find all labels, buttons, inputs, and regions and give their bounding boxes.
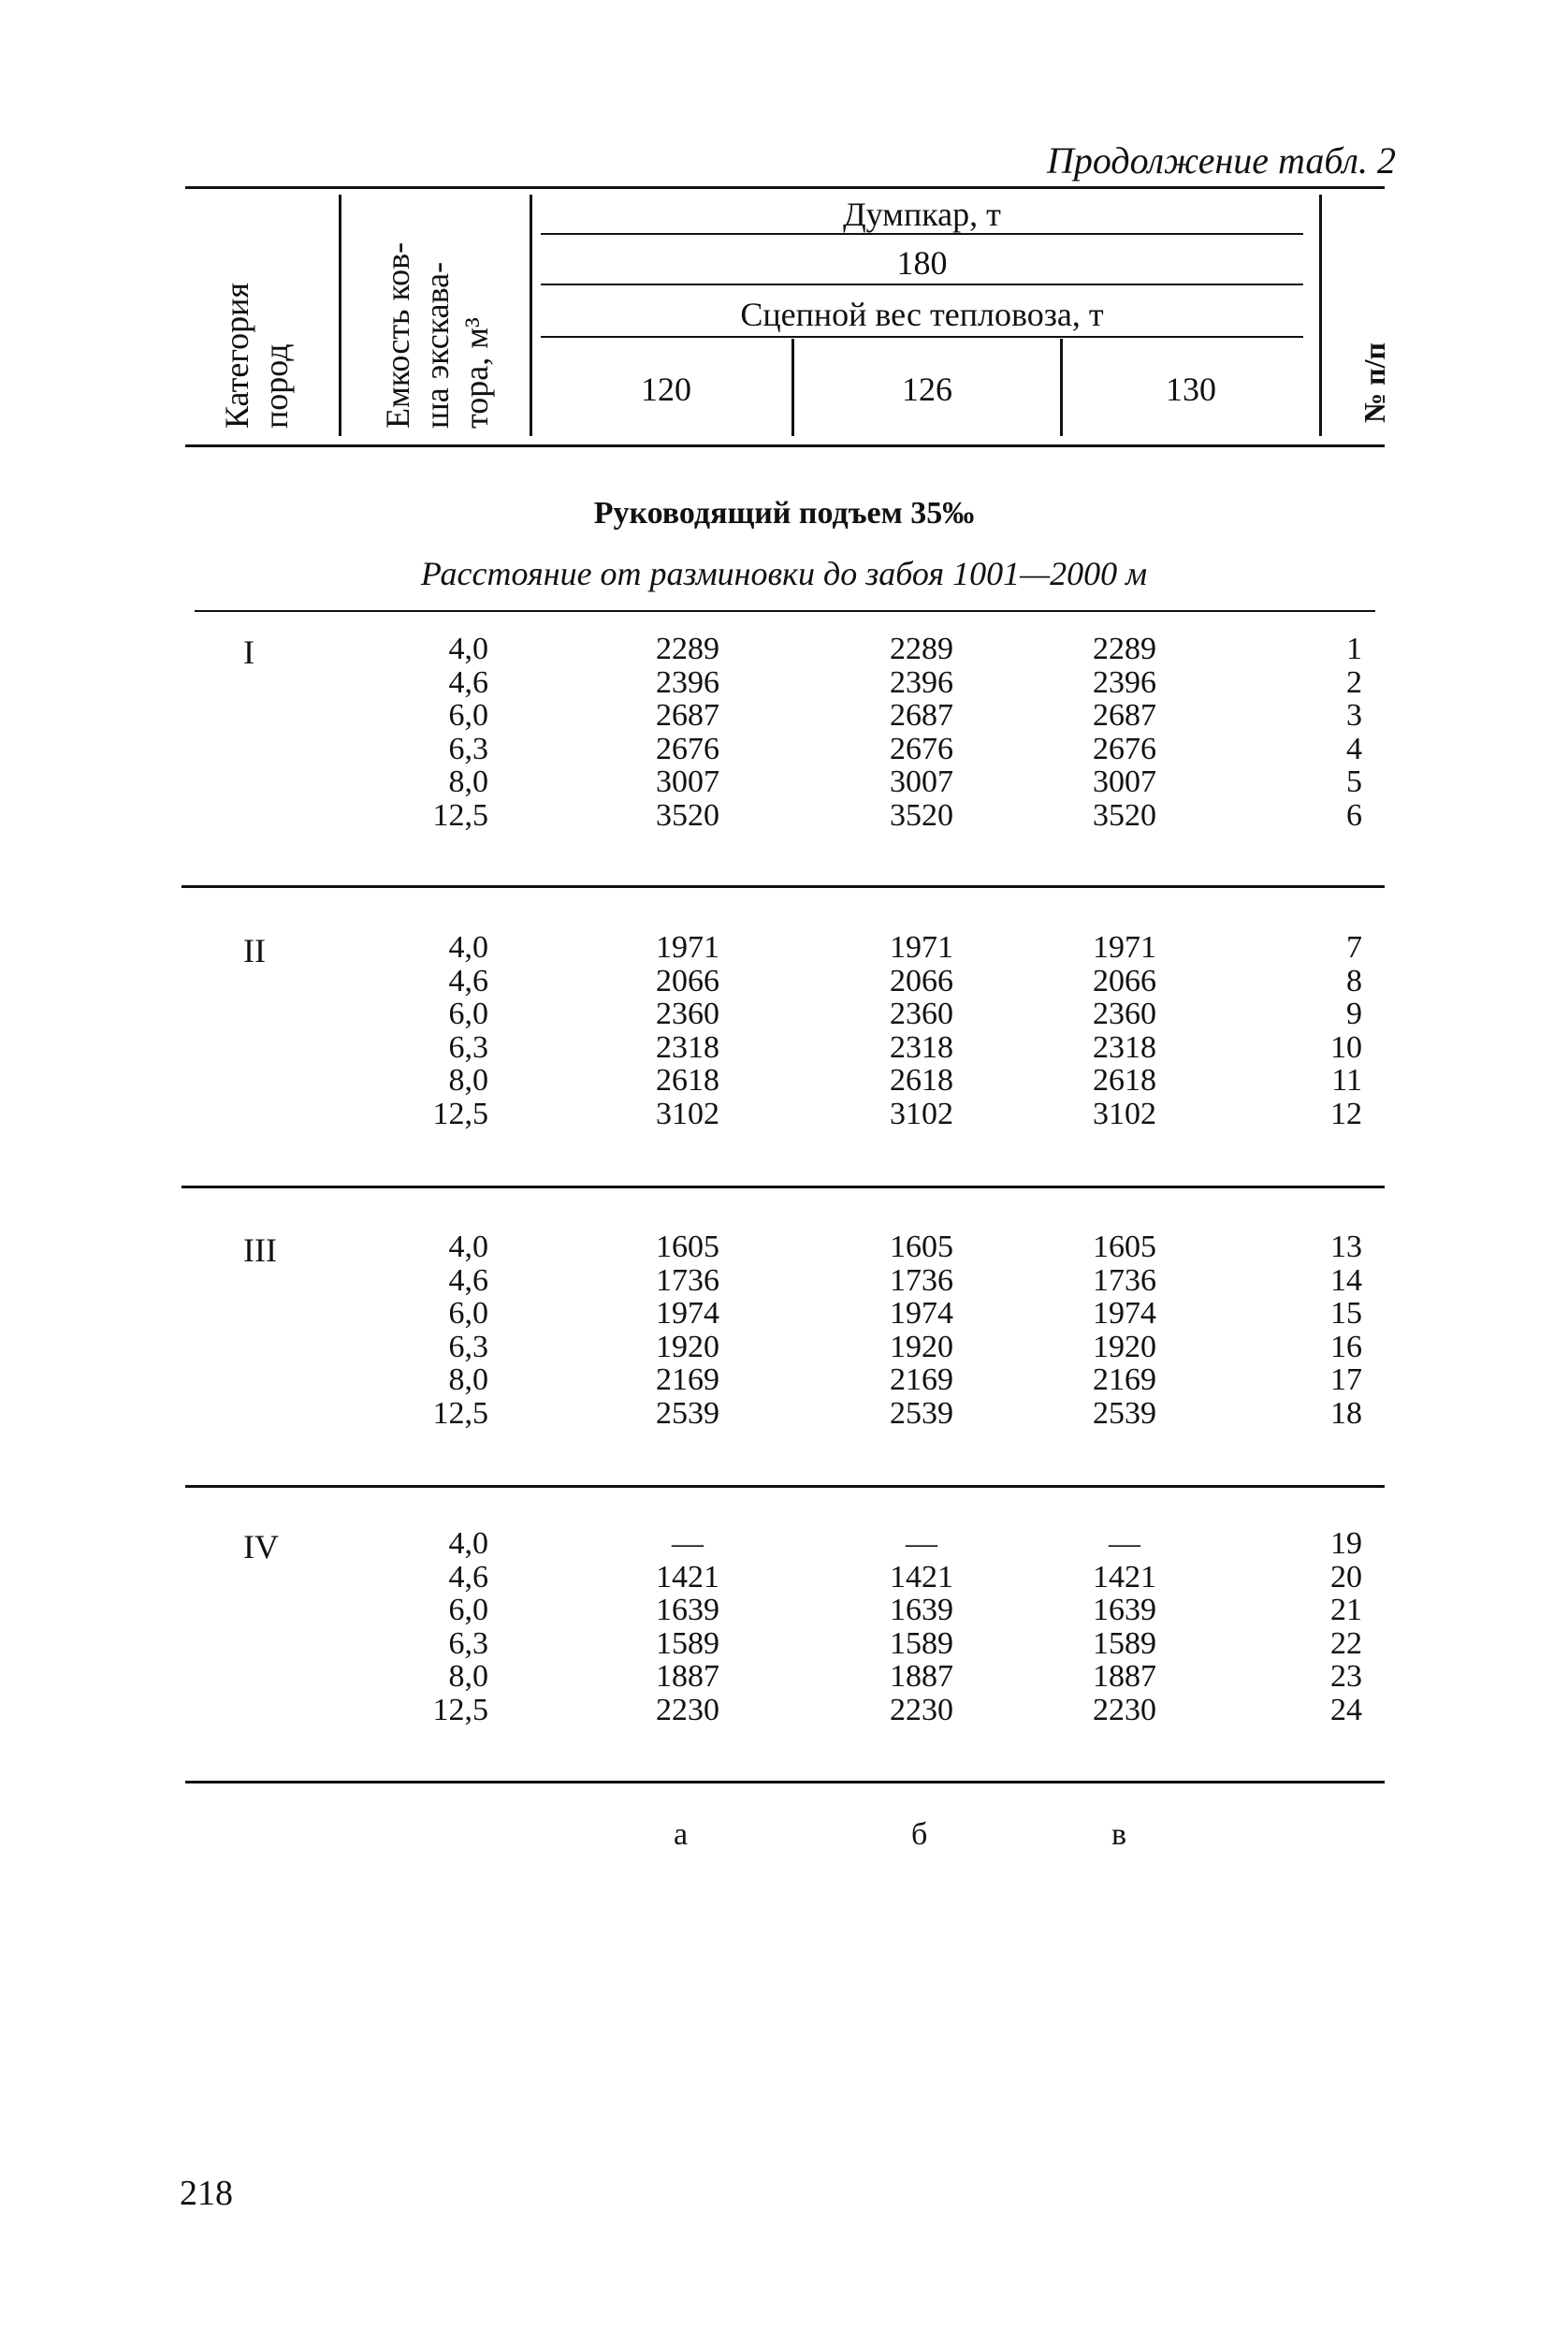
table-cell: 2618 xyxy=(656,1063,719,1098)
group-1-col-c xyxy=(1073,633,1176,832)
table-cell: 12,5 xyxy=(432,1096,488,1131)
table-cell: 9 xyxy=(1346,997,1362,1031)
table-cell: — xyxy=(1109,1526,1140,1561)
table-cell: 2289 xyxy=(656,632,719,666)
header-bucket-line-2: ша экскава- xyxy=(418,261,456,429)
table-cell: 3102 xyxy=(656,1096,719,1131)
group-3-capacities xyxy=(402,1230,488,1430)
table-cell: 19 xyxy=(1330,1526,1362,1561)
group-2-col-c xyxy=(1073,931,1176,1130)
group-4-capacities xyxy=(402,1527,488,1726)
table-cell: 1974 xyxy=(890,1296,953,1331)
table-cell: 2169 xyxy=(890,1362,953,1397)
header-divider-1 xyxy=(339,195,341,436)
table-cell: 2230 xyxy=(656,1692,719,1727)
header-divider-2 xyxy=(530,195,532,436)
header-rule-weight xyxy=(541,336,1303,338)
table-cell: 2687 xyxy=(1093,698,1156,733)
table-cell: 6,0 xyxy=(448,1296,488,1331)
table-cell: 2396 xyxy=(656,664,719,700)
header-category-line-2: пород xyxy=(257,343,295,429)
group-1-category: I xyxy=(243,633,254,671)
table-cell: 1589 xyxy=(1093,1625,1156,1661)
section-title: Руководящий подъем 35‰ xyxy=(593,496,975,531)
header-dumpcar: Думпкар, т xyxy=(843,196,1001,233)
table-cell: 1736 xyxy=(1093,1262,1156,1298)
table-cell: 2687 xyxy=(890,698,953,733)
table-cell: 11 xyxy=(1331,1063,1362,1098)
table-cell: 1589 xyxy=(656,1625,719,1661)
header-bucket-capacity xyxy=(378,242,496,429)
group-2-col-a xyxy=(636,931,739,1130)
header-weight-130: 130 xyxy=(1166,371,1216,408)
table-cell: 3007 xyxy=(656,764,719,799)
rule-after-group-2 xyxy=(181,1186,1385,1188)
table-cell: 1639 xyxy=(1093,1593,1156,1627)
table-cell: 5 xyxy=(1346,764,1362,799)
table-cell: 8,0 xyxy=(448,1063,488,1098)
table-cell: 8 xyxy=(1346,963,1362,998)
table-cell: 1887 xyxy=(890,1659,953,1694)
group-3-col-c xyxy=(1073,1230,1176,1430)
table-cell: 1887 xyxy=(656,1659,719,1694)
table-cell: 2169 xyxy=(1093,1362,1156,1397)
table-cell: 1736 xyxy=(656,1262,719,1298)
table-cell: 1971 xyxy=(1093,930,1156,965)
table-cell: 22 xyxy=(1330,1625,1362,1661)
table-cell: 2 xyxy=(1346,664,1362,700)
table-cell: 16 xyxy=(1330,1329,1362,1364)
table-cell: 4,6 xyxy=(448,963,488,998)
table-cell: 1974 xyxy=(1093,1296,1156,1331)
table-cell: 3102 xyxy=(890,1096,953,1131)
table-cell: 1589 xyxy=(890,1625,953,1661)
table-cell: 12,5 xyxy=(432,797,488,833)
table-cell: 2539 xyxy=(656,1395,719,1431)
table-cell: 1605 xyxy=(656,1230,719,1264)
table-cell: 1421 xyxy=(890,1559,953,1594)
table-cell: 10 xyxy=(1330,1029,1362,1065)
table-cell: 2539 xyxy=(890,1395,953,1431)
table-cell: 2289 xyxy=(890,632,953,666)
table-cell: — xyxy=(906,1526,937,1561)
table-cell: 2360 xyxy=(656,997,719,1031)
table-cell: 1920 xyxy=(656,1329,719,1364)
table-cell: 2676 xyxy=(656,731,719,766)
table-cell: 4,6 xyxy=(448,1559,488,1594)
table-cell: 3007 xyxy=(890,764,953,799)
table-cell: — xyxy=(672,1526,704,1561)
header-category xyxy=(217,283,296,429)
table-cell: 1971 xyxy=(890,930,953,965)
table-cell: 2618 xyxy=(890,1063,953,1098)
table-cell: 12 xyxy=(1330,1096,1362,1131)
group-2-category: II xyxy=(243,932,266,969)
rule-after-group-1 xyxy=(181,885,1385,888)
header-bottom-rule xyxy=(185,444,1385,447)
table-cell: 3 xyxy=(1346,698,1362,733)
section-subtitle: Расстояние от разминовки до забоя 1001—2000 м xyxy=(420,555,1148,592)
table-cell: 4,0 xyxy=(448,1526,488,1561)
table-cell: 18 xyxy=(1330,1395,1362,1431)
table-cell: 3520 xyxy=(1093,797,1156,833)
rule-after-group-3 xyxy=(185,1485,1385,1488)
table-cell: 2169 xyxy=(656,1362,719,1397)
group-4-col-b xyxy=(870,1527,973,1726)
group-3-col-b xyxy=(870,1230,973,1430)
group-4-col-c xyxy=(1073,1527,1176,1726)
table-cell: 2396 xyxy=(890,664,953,700)
group-1-col-b xyxy=(870,633,973,832)
header-rule-180 xyxy=(541,284,1303,285)
table-cell: 2289 xyxy=(1093,632,1156,666)
group-2-col-b xyxy=(870,931,973,1130)
table-cell: 1639 xyxy=(890,1593,953,1627)
group-1-col-a xyxy=(636,633,739,832)
table-cell: 4 xyxy=(1346,731,1362,766)
column-letter-a: а xyxy=(674,1817,689,1852)
table-cell: 6,0 xyxy=(448,1593,488,1627)
header-bucket-line-3: тора, м³ xyxy=(457,317,495,429)
header-coupling-weight: Сцепной вес тепловоза, т xyxy=(740,296,1104,333)
group-4-category: IV xyxy=(243,1528,279,1565)
table-cell: 3520 xyxy=(656,797,719,833)
table-cell: 4,0 xyxy=(448,632,488,666)
table-cell: 1736 xyxy=(890,1262,953,1298)
table-cell: 3102 xyxy=(1093,1096,1156,1131)
group-4-col-a xyxy=(636,1527,739,1726)
header-weight-120: 120 xyxy=(641,371,691,408)
table-cell: 8,0 xyxy=(448,1362,488,1397)
table-cell: 6,3 xyxy=(448,1625,488,1661)
table-cell: 4,6 xyxy=(448,664,488,700)
table-cell: 6,3 xyxy=(448,1029,488,1065)
table-cell: 2230 xyxy=(1093,1692,1156,1727)
header-weight-126: 126 xyxy=(902,371,952,408)
table-cell: 2318 xyxy=(890,1029,953,1065)
table-cell: 6,3 xyxy=(448,1329,488,1364)
table-cell: 4,0 xyxy=(448,930,488,965)
header-divider-3 xyxy=(1319,195,1322,436)
table-cell: 8,0 xyxy=(448,1659,488,1694)
continuation-label: Продолжение табл. 2 xyxy=(1046,139,1396,182)
table-cell: 6,0 xyxy=(448,997,488,1031)
table-cell: 2676 xyxy=(890,731,953,766)
table-cell: 2066 xyxy=(890,963,953,998)
table-cell: 21 xyxy=(1330,1593,1362,1627)
header-top-rule xyxy=(185,186,1385,189)
table-cell: 14 xyxy=(1330,1262,1362,1298)
group-3-col-a xyxy=(636,1230,739,1430)
group-1-numbers xyxy=(1310,633,1362,832)
table-cell: 24 xyxy=(1330,1692,1362,1727)
table-cell: 2318 xyxy=(1093,1029,1156,1065)
table-cell: 1421 xyxy=(656,1559,719,1594)
group-3-numbers xyxy=(1310,1230,1362,1430)
table-cell: 2360 xyxy=(1093,997,1156,1031)
table-cell: 17 xyxy=(1330,1362,1362,1397)
table-cell: 12,5 xyxy=(432,1395,488,1431)
table-cell: 1974 xyxy=(656,1296,719,1331)
table-cell: 4,0 xyxy=(448,1230,488,1264)
table-cell: 13 xyxy=(1330,1230,1362,1264)
rule-before-group-1 xyxy=(195,610,1375,612)
table-cell: 2687 xyxy=(656,698,719,733)
column-letter-c: в xyxy=(1111,1817,1127,1852)
table-cell: 1 xyxy=(1346,632,1362,666)
table-cell: 7 xyxy=(1346,930,1362,965)
table-cell: 1639 xyxy=(656,1593,719,1627)
table-cell: 2318 xyxy=(656,1029,719,1065)
table-cell: 1605 xyxy=(1093,1230,1156,1264)
table-cell: 2539 xyxy=(1093,1395,1156,1431)
table-cell: 2396 xyxy=(1093,664,1156,700)
group-2-numbers xyxy=(1310,931,1362,1130)
table-cell: 2676 xyxy=(1093,731,1156,766)
table-cell: 6,3 xyxy=(448,731,488,766)
table-cell: 1920 xyxy=(1093,1329,1156,1364)
table-cell: 1421 xyxy=(1093,1559,1156,1594)
rule-after-group-4 xyxy=(185,1781,1385,1783)
table-cell: 3007 xyxy=(1093,764,1156,799)
group-1-capacities xyxy=(402,633,488,832)
header-category-line-1: Категория xyxy=(218,283,255,429)
header-row-number xyxy=(1355,342,1394,423)
table-cell: 1971 xyxy=(656,930,719,965)
group-2-capacities xyxy=(402,931,488,1130)
table-cell: 2618 xyxy=(1093,1063,1156,1098)
header-dumpcar-value: 180 xyxy=(896,244,948,282)
header-row-number-text: № п/п xyxy=(1357,342,1391,423)
table-cell: 1605 xyxy=(890,1230,953,1264)
table-cell: 6 xyxy=(1346,797,1362,833)
table-cell: 2066 xyxy=(1093,963,1156,998)
table-cell: 3520 xyxy=(890,797,953,833)
table-cell: 1920 xyxy=(890,1329,953,1364)
table-cell: 2360 xyxy=(890,997,953,1031)
group-4-numbers xyxy=(1310,1527,1362,1726)
table-cell: 4,6 xyxy=(448,1262,488,1298)
group-3-category: III xyxy=(243,1231,277,1269)
column-letter-b: б xyxy=(911,1817,928,1852)
table-cell: 20 xyxy=(1330,1559,1362,1594)
table-cell: 12,5 xyxy=(432,1692,488,1727)
table-cell: 1887 xyxy=(1093,1659,1156,1694)
table-cell: 15 xyxy=(1330,1296,1362,1331)
page-number: 218 xyxy=(180,2174,233,2213)
table-cell: 6,0 xyxy=(448,698,488,733)
table-cell: 8,0 xyxy=(448,764,488,799)
table-cell: 2230 xyxy=(890,1692,953,1727)
table-cell: 23 xyxy=(1330,1659,1362,1694)
table-cell: 2066 xyxy=(656,963,719,998)
header-bucket-line-1: Емкость ков- xyxy=(379,241,416,429)
